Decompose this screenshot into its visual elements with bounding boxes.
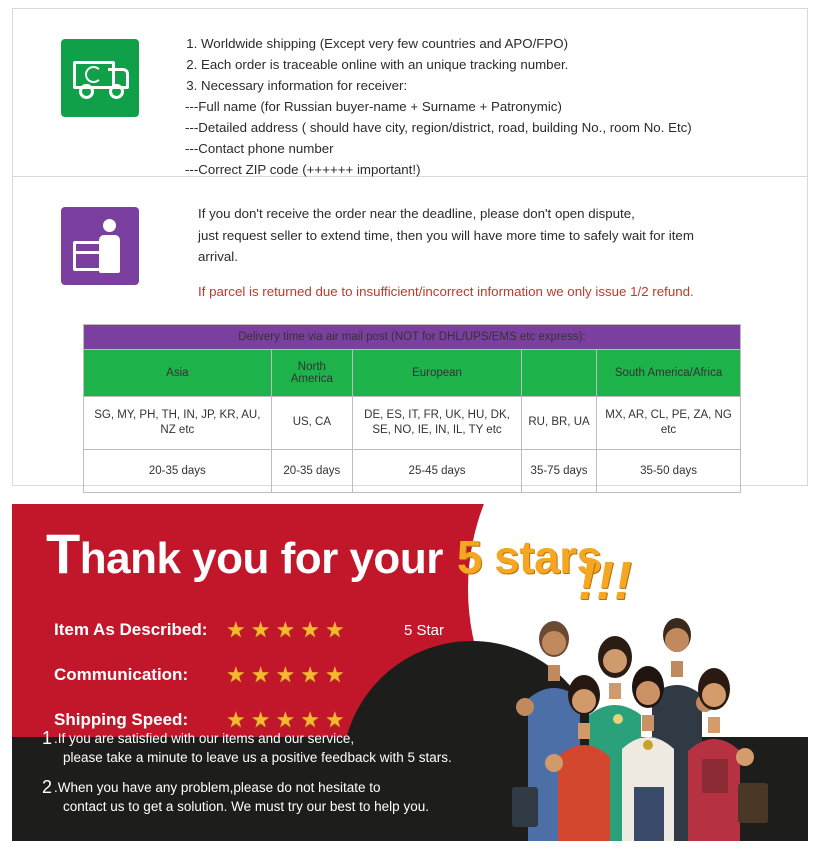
truck-icon [61, 39, 139, 117]
feedback-panel [12, 504, 808, 841]
shipping-item: 2. Each order is traceable online with an unique tracking number. [201, 54, 795, 75]
note-line-2: contact us to get a solution. We must try our best to help you. [63, 799, 429, 815]
star-icon: ★ [250, 617, 271, 642]
note-line-1: .When you have any problem,please do not hesitate to [54, 779, 381, 795]
note-item [42, 729, 452, 768]
exclamation-marks: !!! [578, 551, 632, 611]
countries-cell: RU, BR, UA [521, 397, 596, 450]
delivery-table-container [83, 324, 741, 493]
thank-you-headline [46, 522, 602, 585]
note-text [54, 778, 429, 817]
dispute-line-1: If you don't receive the order near the deadline, please don't open dispute, [198, 206, 635, 221]
headline-initial: T [46, 522, 80, 585]
table-row-title [84, 325, 741, 350]
countries-cell: SG, MY, PH, TH, IN, JP, KR, AU, NZ etc [84, 397, 272, 450]
note-line-2: please take a minute to leave us a positive feedback with 5 stars. [63, 750, 452, 766]
delivery-time-table [83, 324, 741, 493]
region-cell [521, 350, 596, 397]
star-icon: ★ [300, 662, 320, 687]
star-rating [226, 619, 390, 641]
star-icon: ★ [250, 662, 271, 687]
dispute-text [175, 199, 795, 302]
star-rating [226, 664, 390, 686]
countries-cell: US, CA [271, 397, 352, 450]
table-row-days [84, 450, 741, 493]
shipping-detail: ---Full name (for Russian buyer-name + Surname + Patronymic) [185, 99, 562, 114]
note-number: 2 [42, 776, 53, 797]
star-icon: ★ [250, 707, 271, 732]
shipping-detail: ---Correct ZIP code (++++++ important!) [185, 162, 421, 177]
days-cell: 35-50 days [597, 450, 741, 493]
star-icon: ★ [324, 617, 345, 642]
shipping-section [13, 9, 807, 177]
countries-cell: DE, ES, IT, FR, UK, HU, DK, SE, NO, IE, IN, IL, TY etc [353, 397, 522, 450]
shipping-info-panel [12, 8, 808, 486]
dispute-line-3: arrival. [198, 249, 238, 265]
headline-stars-text: 5 stars [456, 531, 602, 583]
region-cell: North America [271, 350, 352, 397]
shipping-detail: ---Contact phone number [185, 141, 334, 156]
star-icon: ★ [226, 617, 246, 642]
shipping-item: 3. Necessary information for receiver: [201, 75, 795, 96]
note-line-1: .If you are satisfied with our items and our service, [54, 730, 355, 746]
days-cell: 35-75 days [521, 450, 596, 493]
shipping-detail: ---Detailed address ( should have city, region/district, road, building No., room No. Etc) [185, 120, 692, 135]
rating-label: Shipping Speed: [54, 710, 189, 729]
note-text [54, 729, 452, 768]
rating-value: 5 Star [404, 621, 445, 639]
star-icon: ★ [275, 617, 296, 642]
refund-warning: If parcel is returned due to insufficient/incorrect information we only issue 1/2 refund. [198, 283, 694, 299]
star-icon: ★ [275, 662, 296, 687]
rating-label: Item As Described: [54, 620, 208, 639]
headline-text: hank you for your [79, 534, 443, 583]
shipping-list [175, 33, 795, 96]
star-icon: ★ [226, 662, 246, 687]
feedback-notes [42, 729, 452, 827]
dispute-line-2: just request seller to extend time, then you will have more time to safely wait for item [198, 227, 694, 243]
days-cell: 20-35 days [271, 450, 352, 493]
star-icon: ★ [300, 707, 320, 732]
happy-customers-photo [492, 591, 792, 841]
person-package-icon [61, 207, 139, 285]
person-icon-container [25, 199, 175, 285]
region-cell: Asia [84, 350, 272, 397]
table-row-countries [84, 397, 741, 450]
days-cell: 25-45 days [353, 450, 522, 493]
note-number: 1 [42, 727, 53, 748]
note-item [42, 778, 452, 817]
star-icon: ★ [275, 707, 296, 732]
star-icon: ★ [226, 707, 246, 732]
star-icon: ★ [300, 617, 320, 642]
table-row-regions [84, 350, 741, 397]
rating-row [54, 612, 444, 648]
truck-icon-container [25, 31, 175, 117]
rating-label: Communication: [54, 665, 189, 684]
delivery-table-title: Delivery time via air mail post (NOT for DHL/UPS/EMS etc express): [84, 325, 741, 350]
star-icon: ★ [324, 662, 345, 687]
shipping-text [175, 31, 795, 180]
dispute-section [13, 177, 807, 308]
region-cell: European [353, 350, 522, 397]
days-cell: 20-35 days [84, 450, 272, 493]
shipping-item: 1. Worldwide shipping (Except very few countries and APO/FPO) [201, 33, 795, 54]
countries-cell: MX, AR, CL, PE, ZA, NG etc [597, 397, 741, 450]
region-cell: South America/Africa [597, 350, 741, 397]
star-icon: ★ [324, 707, 345, 732]
